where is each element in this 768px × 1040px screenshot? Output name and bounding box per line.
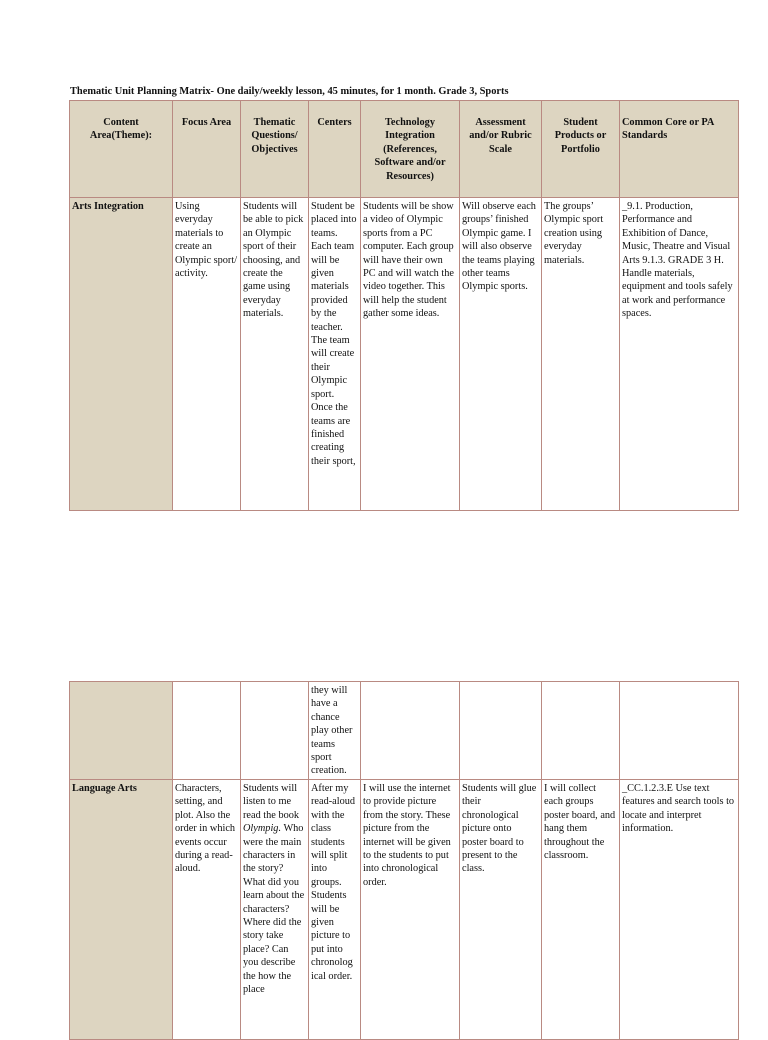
header-focus-area: Focus Area xyxy=(173,101,241,198)
header-row xyxy=(70,101,739,198)
assessment-cell: Will observe each groups’ finished Olympic game. I will also observe the teams playing other teams Olympic sports. xyxy=(460,198,542,511)
header-technology-integration: Technology Integration (References, Software and/or Resources) xyxy=(361,101,460,198)
table-row-language-arts xyxy=(70,780,739,1040)
book-title: Olympig. xyxy=(243,823,282,835)
technology-cell xyxy=(361,682,460,780)
thematic-questions-cell: Students will be able to pick an Olympic sport of their choosing, and create the game using everyday materials. xyxy=(241,198,309,511)
standards-cell xyxy=(620,682,739,780)
header-assessment: Assessment and/or Rubric Scale xyxy=(460,101,542,198)
header-centers: Centers xyxy=(309,101,361,198)
assessment-cell: Students will glue their chronological picture onto poster board to present to the class. xyxy=(460,780,542,1040)
header-student-products: Student Products or Portfolio xyxy=(542,101,620,198)
assessment-cell xyxy=(460,682,542,780)
header-thematic-questions: Thematic Questions/ Objectives xyxy=(241,101,309,198)
centers-cell: After my read-aloud with the class students will split into groups. Students will be given picture to put into chronolog ical order. xyxy=(309,780,361,1040)
table-row-arts-continued xyxy=(70,682,739,780)
thematic-questions-cell xyxy=(241,780,309,1040)
technology-cell: Students will be show a video of Olympic sports from a PC computer. Each group will have their own PC and will watch the video together. This will help the student gather some ideas. xyxy=(361,198,460,511)
technology-cell: I will use the internet to provide picture from the story. These picture from the internet will be given to the students to put into chronological order. xyxy=(361,780,460,1040)
student-products-cell xyxy=(542,682,620,780)
student-products-cell: I will collect each groups poster board, and hang them throughout the classroom. xyxy=(542,780,620,1040)
centers-cell: Student be placed into teams. Each team will be given materials provided by the teacher. The team will create their Olympic sport. Once the teams are finished creating their sport, xyxy=(309,198,361,511)
content-area-label: Language Arts xyxy=(70,780,173,1040)
focus-area-cell: Characters, setting, and plot. Also the order in which events occur during a read-aloud. xyxy=(173,780,241,1040)
table-row-arts-integration xyxy=(70,198,739,511)
focus-area-cell xyxy=(173,682,241,780)
planning-matrix-table-continued xyxy=(69,681,739,1040)
questions-text-pre: Students will listen to me read the book xyxy=(243,783,300,821)
centers-cell: they will have a chance play other teams sport creation. xyxy=(309,682,361,780)
questions-text-post: Who were the main characters in the story? What did you learn about the characters? Where did the story take place? Can you describe the how the place xyxy=(243,823,305,996)
student-products-cell: The groups’ Olympic sport creation using everyday materials. xyxy=(542,198,620,511)
thematic-questions-cell xyxy=(241,682,309,780)
header-content-area: Content Area(Theme): xyxy=(70,101,173,198)
standards-cell: _CC.1.2.3.E Use text features and search tools to locate and interpret information. xyxy=(620,780,739,1040)
planning-matrix-table xyxy=(69,100,739,511)
focus-area-cell: Using everyday materials to create an Olympic sport/ activity. xyxy=(173,198,241,511)
header-standards: Common Core or PA Standards xyxy=(620,101,739,198)
content-area-label xyxy=(70,682,173,780)
content-area-label: Arts Integration xyxy=(70,198,173,511)
page-title: Thematic Unit Planning Matrix- One daily/weekly lesson, 45 minutes, for 1 month. Grade 3, Sports xyxy=(70,86,509,97)
standards-cell: _9.1. Production, Performance and Exhibition of Dance, Music, Theatre and Visual Arts 9.1.3. GRADE 3 H. Handle materials, equipment and tools safely at work and performance spaces. xyxy=(620,198,739,511)
